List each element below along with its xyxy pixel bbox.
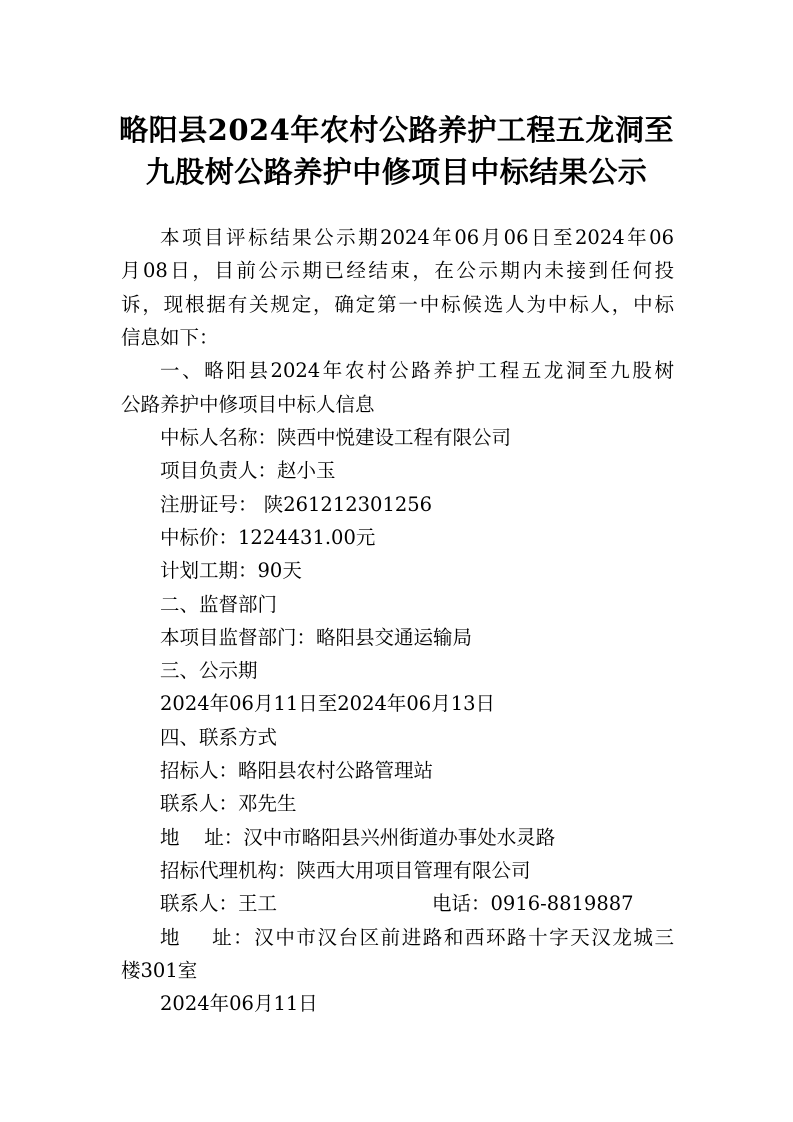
tenderer-address: 地 址：汉中市略阳县兴州街道办事处水灵路 — [160, 826, 556, 849]
agency-phone: 电话：0916-8819887 — [432, 892, 634, 915]
intro-line-1: 本项目评标结果公示期2024年06月06日至2024年06 — [160, 226, 674, 249]
agency-address-line-1: 地 址：汉中市汉台区前进路和西环路十字天汉龙城三 — [160, 926, 674, 949]
tenderer: 招标人：略阳县农村公路管理站 — [160, 759, 434, 782]
document-title-line-2: 九股树公路养护中修项目中标结果公示 — [145, 155, 648, 189]
tenderer-contact: 联系人：邓先生 — [160, 792, 297, 815]
section-1-heading-line-1: 一、略阳县2024年农村公路养护工程五龙洞至九股树 — [160, 359, 674, 382]
intro-line-4: 信息如下： — [121, 326, 219, 349]
agency-address-line-2: 楼301室 — [121, 959, 198, 982]
intro-line-3: 诉，现根据有关规定，确定第一中标候选人为中标人，中标 — [121, 293, 674, 316]
document-date: 2024年06月11日 — [160, 992, 318, 1015]
tender-agency: 招标代理机构：陕西大用项目管理有限公司 — [160, 859, 531, 882]
project-manager: 项目负责人：赵小玉 — [160, 459, 336, 482]
publicity-period: 2024年06月11日至2024年06月13日 — [160, 692, 496, 715]
planned-duration: 计划工期：90天 — [160, 559, 302, 582]
winner-name: 中标人名称：陕西中悦建设工程有限公司 — [160, 426, 512, 449]
intro-line-2: 月08日，目前公示期已经结束，在公示期内未接到任何投 — [121, 259, 674, 282]
document-title-line-1: 略阳县2024年农村公路养护工程五龙洞至 — [119, 113, 674, 147]
section-1-heading-line-2: 公路养护中修项目中标人信息 — [121, 393, 375, 416]
section-3-heading: 三、公示期 — [160, 659, 258, 682]
registration-number: 注册证号： 陕261212301256 — [160, 493, 433, 516]
winning-price: 中标价：1224431.00元 — [160, 526, 376, 549]
agency-contact: 联系人：王工 — [160, 892, 278, 915]
section-2-heading: 二、监督部门 — [160, 593, 278, 616]
section-4-heading: 四、联系方式 — [160, 726, 278, 749]
supervising-department: 本项目监督部门：略阳县交通运输局 — [160, 626, 473, 649]
